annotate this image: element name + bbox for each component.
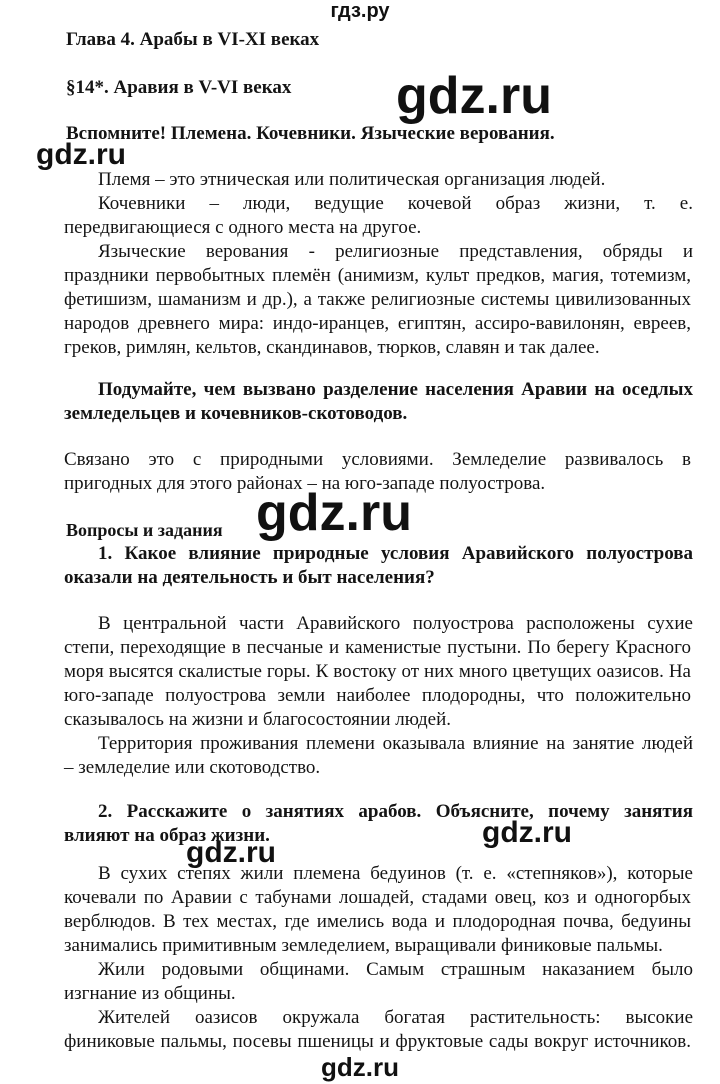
answer-1-line: юго-западе полуострова земли наиболее плодородны, что положительно — [64, 685, 691, 706]
watermark: gdz.ru — [36, 138, 126, 171]
answer-1-line: степи, переходящие в песчаные и каменистые пустыни. По берегу Красного — [64, 637, 691, 658]
watermark: gdz.ru — [256, 484, 412, 542]
answer-2-line: кочевали по Аравии с табунами лошадей, стадами овец, коз и одногорбых — [64, 887, 691, 908]
definition-line: народов древнего мира: индо-иранцев, египтян, ассиро-вавилонян, евреев, — [64, 313, 691, 334]
questions-heading: Вопросы и задания — [66, 520, 223, 540]
think-answer-line: Связано это с природными условиями. Земледелие развивалось в — [64, 449, 691, 470]
answer-1-line: Территория проживания племени оказывала влияние на занятие людей — [98, 733, 693, 754]
answer-1-line: – земледелие или скотоводство. — [64, 757, 321, 778]
question-1-line: оказали на деятельность и быт населения? — [64, 567, 435, 588]
watermark-footer: gdz.ru — [321, 1052, 399, 1082]
definition-line: греков, римлян, кельтов, скандинавов, тюрков, славян и так далее. — [64, 337, 600, 358]
definition-line: фетишизм, шаманизм и др.), а также религиозные системы цивилизованных — [64, 289, 691, 310]
answer-2-line: верблюдов. В тех местах, где имелись вода и плодородная почва, бедуины — [64, 911, 691, 932]
chapter-title: Глава 4. Арабы в VI-XI веках — [66, 29, 320, 50]
watermark: gdz.ru — [396, 67, 552, 125]
watermark: gdz.ru — [186, 836, 276, 869]
definition-line: Языческие верования - религиозные представления, обряды и — [98, 241, 693, 262]
answer-2-line: занимались примитивным земледелием, выращивали финиковые пальмы. — [64, 935, 663, 956]
question-2-line: влияют на образ жизни. — [64, 825, 270, 846]
answer-2-line: Жили родовыми общинами. Самым страшным наказанием было — [98, 959, 693, 980]
question-1-line: 1. Какое влияние природные условия Аравийского полуострова — [98, 543, 693, 564]
section-title: §14*. Аравия в V-VI веках — [66, 77, 292, 98]
site-header: гдз.ру — [330, 0, 390, 22]
definition-line: Кочевники – люди, ведущие кочевой образ жизни, т. е. — [98, 193, 693, 214]
answer-2-line: финиковые пальмы, посевы пшеницы и фруктовые сады вокруг источников. — [64, 1031, 691, 1052]
definition-line: праздники первобытных племён (анимизм, культ предков, магия, тотемизм, — [64, 265, 691, 286]
think-heading-line: Подумайте, чем вызвано разделение населения Аравии на оседлых — [98, 379, 693, 400]
think-answer-line: пригодных для этого районах – на юго-западе полуострова. — [64, 473, 546, 494]
answer-1-line: сказывалось на жизни и благосостоянии людей. — [64, 709, 452, 730]
answer-2-line: Жителей оазисов окружала богатая растительность: высокие — [98, 1007, 693, 1028]
remember-heading: Вспомните! Племена. Кочевники. Языческие верования. — [66, 123, 555, 144]
watermark: gdz.ru — [482, 816, 572, 849]
answer-2-line: В сухих степях жили племена бедуинов (т. е. «степняков»), которые — [98, 863, 693, 884]
definition-line: передвигающиеся с одного места на другое. — [64, 217, 422, 238]
think-heading-line: земледельцев и кочевников-скотоводов. — [64, 403, 408, 424]
answer-2-line: изгнание из общины. — [64, 983, 236, 1004]
question-2-line: 2. Расскажите о занятиях арабов. Объясните, почему занятия — [98, 801, 693, 822]
answer-1-line: В центральной части Аравийского полуострова расположены сухие — [98, 613, 693, 634]
answer-1-line: моря высятся скалистые горы. К востоку от них много цветущих оазисов. На — [64, 661, 691, 682]
definition-line: Племя – это этническая или политическая организация людей. — [98, 169, 606, 190]
